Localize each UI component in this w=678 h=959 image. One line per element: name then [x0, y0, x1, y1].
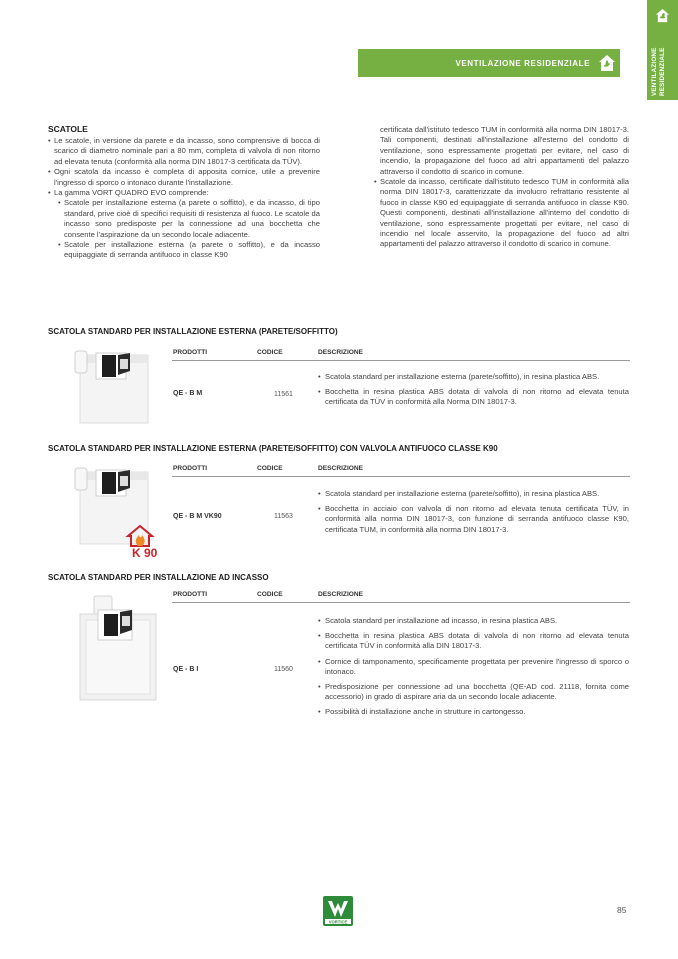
header-code: CODICE — [257, 591, 283, 598]
description-bullet: • Bocchetta in acciaio con valvola di non ritorno ad elevata tenuta certificata TÜV, in conformità alla norma DIN 18017-3, con funzione di serranda antifuoco classe K90, certificata TUM, in conformità alla norma DIN 18017-3. — [318, 504, 629, 535]
logo-text: VORTICE — [328, 919, 348, 925]
product-code: 11563 — [274, 513, 293, 520]
description-bullet: • Scatola standard per installazione esterna (parete/soffitto), in resina plastica ABS. — [318, 489, 629, 499]
header-products: PRODOTTI — [173, 349, 208, 356]
product-description — [318, 489, 629, 540]
description-bullet: • Scatola standard per installazione esterna (parete/soffitto), in resina plastica ABS. — [318, 372, 629, 382]
fan-house-icon — [598, 54, 616, 72]
section-title: SCATOLA STANDARD PER INSTALLAZIONE ESTERNA (PARETE/SOFFITTO) CON VALVOLA ANTIFUOCO CLASSE K90 — [48, 444, 498, 453]
header-divider — [172, 602, 630, 603]
description-bullet: • Possibilità di installazione anche in strutture in cartongesso. — [318, 707, 629, 717]
section-banner — [358, 49, 620, 77]
intro-title: SCATOLE — [48, 124, 88, 134]
page-number: 85 — [617, 905, 627, 915]
vortice-logo — [322, 895, 354, 927]
intro-right-column — [374, 125, 629, 250]
header-code: CODICE — [257, 465, 283, 472]
header-products: PRODOTTI — [173, 465, 208, 472]
intro-bullet: • Scatole da incasso, certificate dall'istituto tedesco TUM in conformità alla norma DIN 18017-3, caratterizzate da involucro refrattario resistente al fuoco in classe K90 ed equipaggiate di serranda antifuoco in classe K90. Questi componenti, destinati all'installazione all'interno del condotto di ventilazione, sono espressamente progettati per evitare, nel caso di incendio nel locale asservito, la propagazione del fuoco ad altri appartamenti del palazzo attraverso il condotto di scarico in comune. — [374, 177, 629, 250]
k90-badge: K 90 — [132, 546, 158, 560]
product-image-box-external — [72, 345, 152, 427]
header-products: PRODOTTI — [173, 591, 208, 598]
intro-sub-bullet: • Scatole per installazione esterna (a parete o soffitto), e da incasso, di tipo standard, prive cioè di specifici requisiti di resistenza al fuoco. Le scatole da incasso sono predisposte per la connessione ad una bocchetta che consente l'aspirazione da un secondo locale adiacente. — [58, 198, 320, 240]
intro-continuation: certificata dall'istituto tedesco TUM in conformità alla norma DIN 18017-3. Tali componenti, destinati all'installazione all'esterno del condotto di ventilazione, sono espressamente progettati per evitare, nel caso di incendio, la propagazione del fuoco ad altri appartamenti del palazzo attraverso il condotto di scarico in comune. — [380, 125, 629, 176]
header-divider — [172, 476, 630, 477]
header-description: DESCRIZIONE — [318, 591, 364, 598]
description-bullet: • Bocchetta in resina plastica ABS dotata di valvola di non ritorno ad elevata tenuta certificata da TÜV in conformità alla Norma DIN 18017-3. — [318, 387, 629, 407]
side-tab — [647, 0, 678, 100]
header-code: CODICE — [257, 349, 283, 356]
side-tab-label: VENTILAZIONE RESIDENZIALE — [651, 47, 666, 96]
intro-left-column — [48, 136, 320, 261]
header-divider — [172, 360, 630, 361]
product-description — [318, 372, 629, 413]
description-bullet: • Scatola standard per installazione ad incasso, in resina plastica ABS. — [318, 616, 629, 626]
product-name: QE - B M — [173, 390, 203, 397]
description-bullet: • Predisposizione per connessione ad una bocchetta (QE-AD cod. 21118, fornita come accessorio) in grado di aspirare aria da un secondo locale adiacente. — [318, 682, 629, 702]
section-title: SCATOLA STANDARD PER INSTALLAZIONE ESTERNA (PARETE/SOFFITTO) — [48, 327, 338, 336]
description-bullet: • Cornice di tamponamento, specificamente progettata per prevenire l'ingresso di sporco o intonaco. — [318, 657, 629, 677]
product-code: 11561 — [274, 391, 293, 398]
section-label: VENTILAZIONE RESIDENZIALE — [455, 58, 590, 68]
product-name: QE - B I — [173, 666, 199, 673]
description-bullet: • Bocchetta in resina plastica ABS dotata di valvola di non ritorno ad elevata tenuta certificata TÜV in conformità alla DIN 18017-3. — [318, 631, 629, 651]
product-description — [318, 616, 629, 723]
product-name: QE - B M VK90 — [173, 513, 222, 520]
header-description: DESCRIZIONE — [318, 349, 364, 356]
product-image-box-recessed — [76, 592, 164, 704]
intro-bullet: • Le scatole, in versione da parete e da incasso, sono comprensive di bocca di scarico di diametro nominale pari a 80 mm, completa di valvola di non ritorno ad elevata tenuta (conformità alla norma DIN 18017-3 certificata da TÜV). — [48, 136, 320, 167]
section-title: SCATOLA STANDARD PER INSTALLAZIONE AD INCASSO — [48, 573, 269, 582]
product-code: 11560 — [274, 666, 293, 673]
intro-bullet: • Ogni scatola da incasso è completa di apposita cornice, utile a prevenire l'ingresso di sporco o intonaco durante l'installazione. — [48, 167, 320, 188]
intro-bullet: • La gamma VORT QUADRO EVO comprende: — [48, 188, 320, 198]
header-description: DESCRIZIONE — [318, 465, 364, 472]
intro-sub-bullet: • Scatole per installazione esterna (a parete o soffitto), e da incasso equipaggiate di serranda antifuoco in classe K90 — [58, 240, 320, 261]
